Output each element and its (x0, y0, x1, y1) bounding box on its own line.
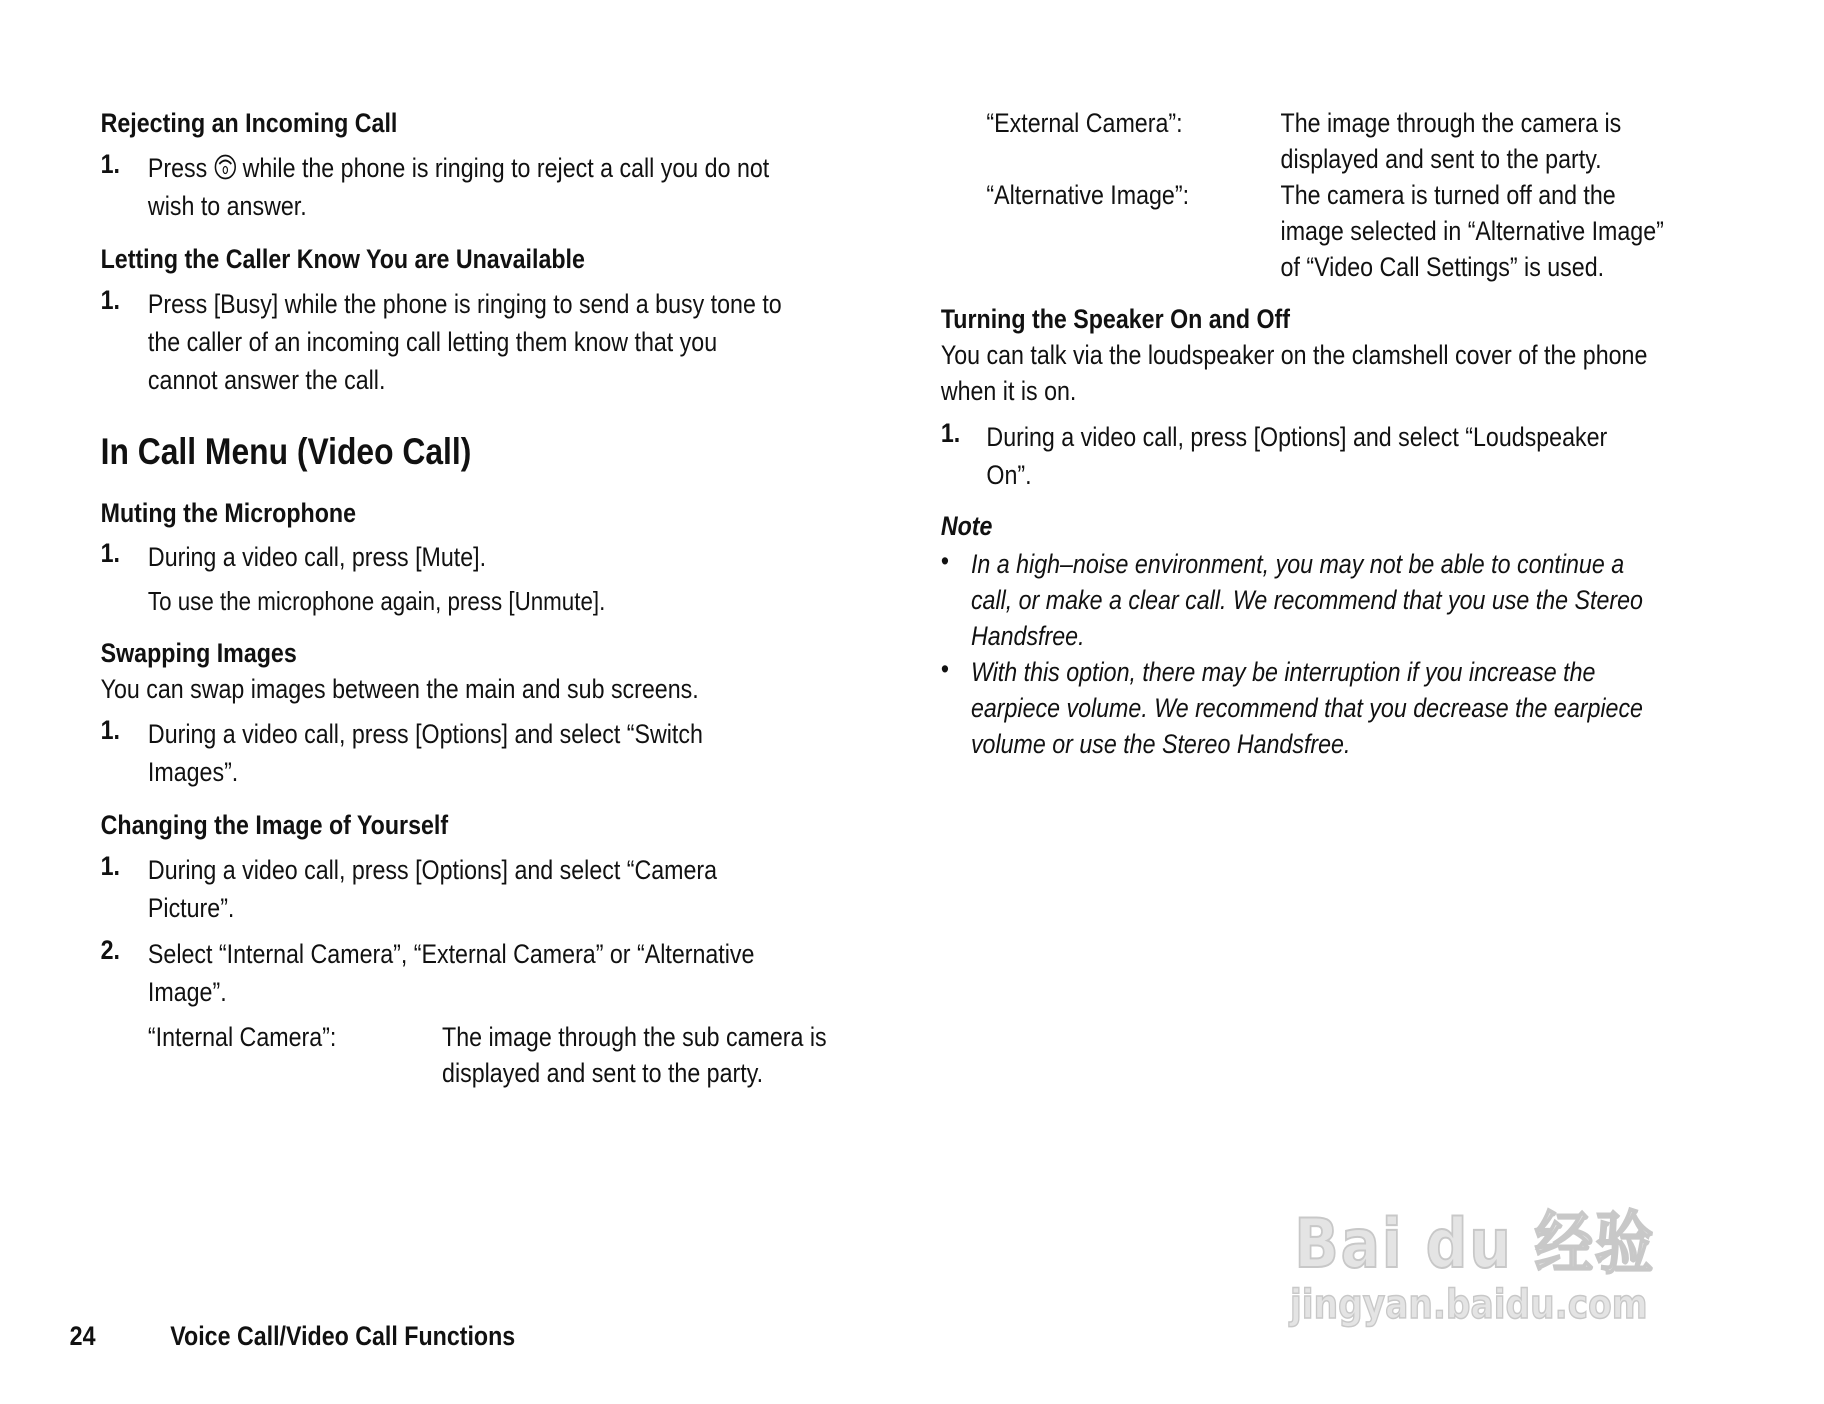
definition-text: of “Video Call Settings” is used. (1280, 252, 1605, 282)
definition-text: image selected in “Alternative Image” (1280, 216, 1664, 246)
definition-internal-desc (442, 1019, 827, 1091)
step-number: 1. (100, 285, 120, 315)
step-swap (101, 715, 703, 791)
step-number: 1. (100, 149, 120, 179)
note-text: volume or use the Stereo Handsfree. (970, 729, 1351, 759)
definition-alternative-image (986, 177, 1189, 213)
swap-paragraph: You can swap images between the main and sub screens. (100, 674, 699, 704)
heading-rejecting-call: Rejecting an Incoming Call (100, 108, 398, 138)
heading-changing-image: Changing the Image of Yourself (100, 810, 449, 840)
heading-swapping: Swapping Images (100, 638, 297, 668)
step-text: Press [Busy] while the phone is ringing to send a busy tone to (147, 289, 782, 319)
definition-text: The camera is turned off and the (1280, 180, 1616, 210)
definition-term: “Alternative Image”: (986, 180, 1190, 210)
step-text: On”. (986, 460, 1032, 490)
step-number: 1. (100, 715, 120, 745)
bullet-icon: • (940, 654, 949, 684)
step-change-1 (101, 851, 717, 927)
definition-term: “Internal Camera”: (147, 1022, 337, 1052)
step-text: Image”. (147, 977, 227, 1007)
bullet-icon: • (940, 546, 949, 576)
heading-speaker: Turning the Speaker On and Off (940, 304, 1291, 334)
note-text: earpiece volume. We recommend that you decrease the earpiece (970, 693, 1643, 723)
step-text: the caller of an incoming call letting them know that you (147, 327, 718, 357)
heading-muting: Muting the Microphone (100, 498, 357, 528)
heading-letting-caller-know: Letting the Caller Know You are Unavailable (100, 244, 585, 274)
definition-text: displayed and sent to the party. (442, 1058, 764, 1088)
step-text: while the phone is ringing to reject a call you do not (242, 153, 770, 183)
step-text: Picture”. (147, 893, 235, 923)
baidu-watermark-url: jingyan.baidu.com (1290, 1282, 1648, 1328)
step-speaker (941, 418, 1607, 494)
end-call-key-icon (214, 153, 236, 181)
step-text: During a video call, press [Mute]. (147, 542, 487, 572)
definition-internal-camera (148, 1019, 336, 1055)
step-mute (101, 538, 606, 620)
step-text: During a video call, press [Options] and select “Switch (147, 719, 703, 749)
note-heading: Note (940, 511, 993, 541)
definition-external-desc (1281, 105, 1622, 177)
definition-text: The image through the camera is (1280, 108, 1622, 138)
step-subnote: To use the microphone again, press [Unmute]. (147, 586, 606, 616)
definition-term: “External Camera”: (986, 108, 1183, 138)
step-text: Select “Internal Camera”, “External Camera” or “Alternative (147, 939, 755, 969)
step-number: 1. (100, 851, 120, 881)
step-busy (101, 285, 782, 399)
note-text: call, or make a clear call. We recommend that you use the Stereo (970, 585, 1643, 615)
chapter-title: Voice Call/Video Call Functions (170, 1321, 516, 1351)
note-text: With this option, there may be interruption if you increase the (970, 657, 1596, 687)
note-text: In a high–noise environment, you may not be able to continue a (970, 549, 1625, 579)
definition-text: The image through the sub camera is (442, 1022, 827, 1052)
note-item (941, 654, 1643, 762)
step-reject (101, 149, 770, 225)
baidu-watermark-logo: Bai du 经验 (1294, 1205, 1656, 1284)
step-text: cannot answer the call. (147, 365, 386, 395)
step-change-2 (101, 935, 755, 1011)
speaker-paragraph (941, 337, 1648, 409)
note-text: Handsfree. (970, 621, 1085, 651)
definition-text: displayed and sent to the party. (1280, 144, 1602, 174)
paragraph-line: when it is on. (940, 376, 1077, 406)
definition-alternative-desc (1281, 177, 1664, 285)
page-number: 24 (69, 1321, 96, 1351)
step-text: During a video call, press [Options] and select “Camera (147, 855, 718, 885)
step-number: 2. (100, 935, 120, 965)
definition-external-camera (986, 105, 1182, 141)
step-text: wish to answer. (147, 191, 307, 221)
section-title: In Call Menu (Video Call) (100, 431, 472, 472)
step-number: 1. (940, 418, 961, 448)
step-text: Images”. (147, 757, 239, 787)
step-text: During a video call, press [Options] and select “Loudspeaker (986, 422, 1608, 452)
paragraph-line: You can talk via the loudspeaker on the clamshell cover of the phone (940, 340, 1648, 370)
step-text: Press (147, 153, 208, 183)
step-number: 1. (100, 538, 120, 568)
note-item (941, 546, 1643, 654)
